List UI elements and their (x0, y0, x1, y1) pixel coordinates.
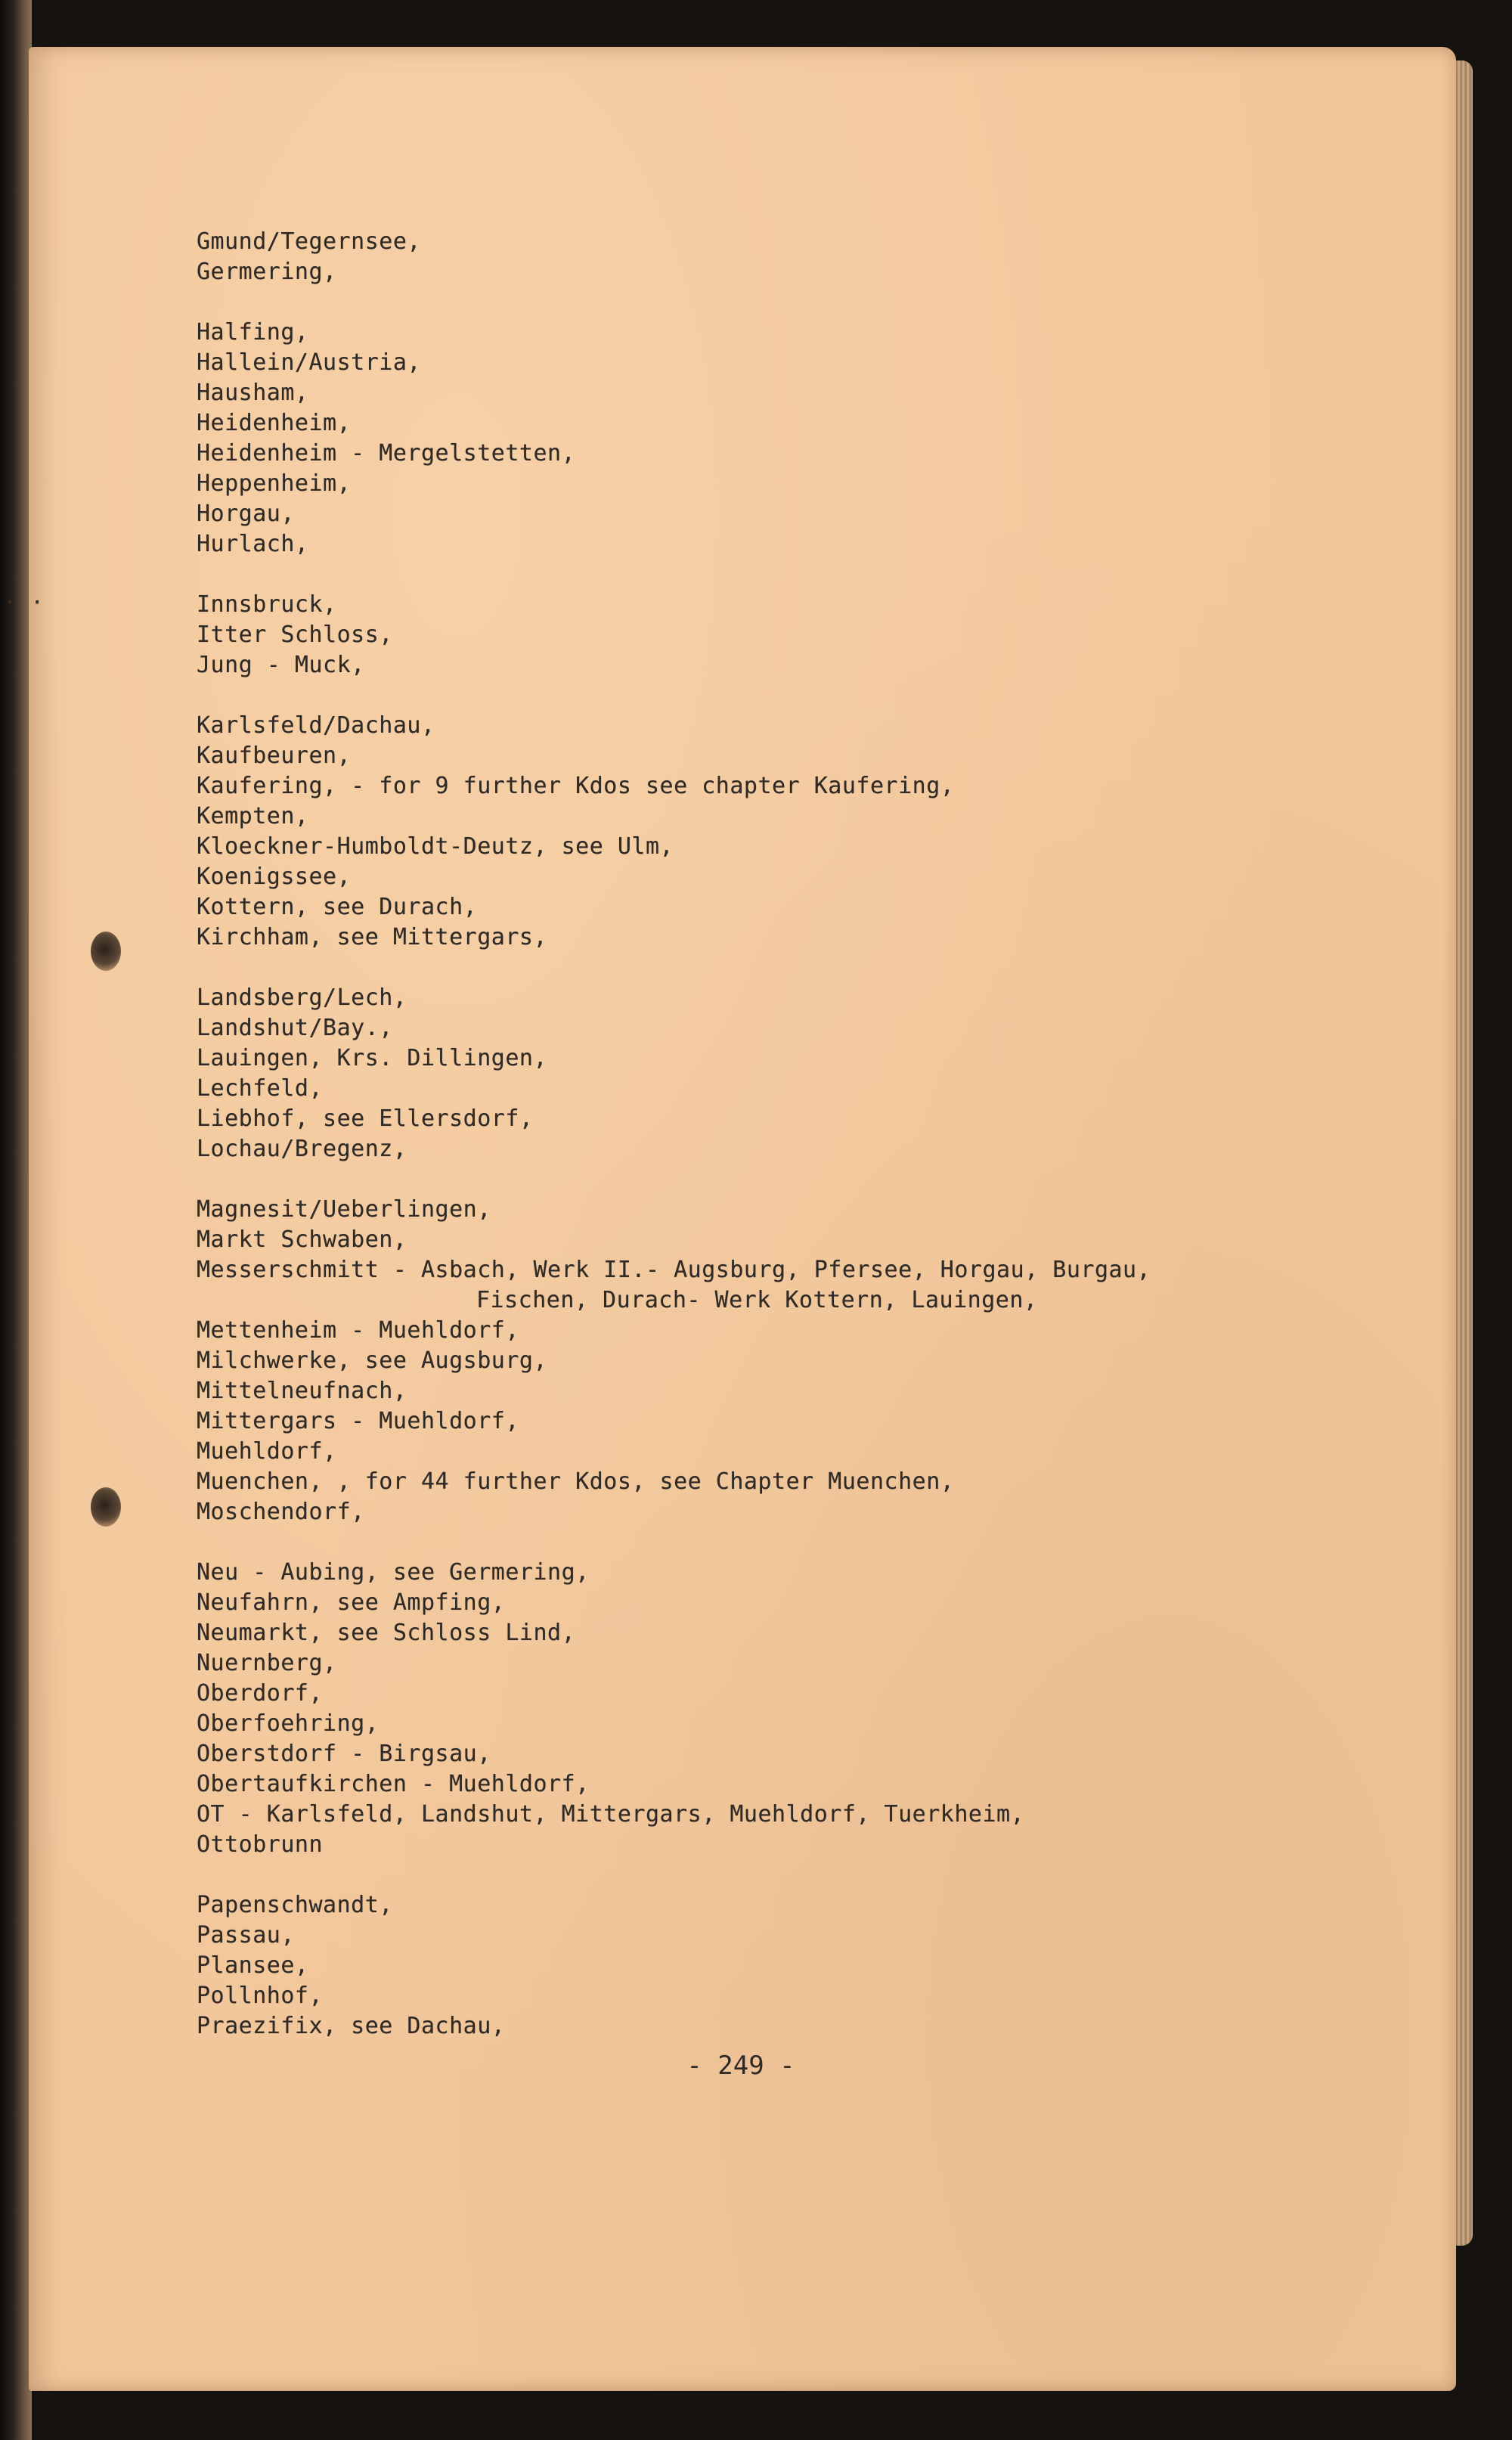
entry-group-i (197, 590, 1315, 681)
list-entry: Pollnhof, (197, 1983, 324, 2009)
entry-group-k (197, 711, 1315, 953)
list-entry: Milchwerke, see Augsburg, (197, 1347, 548, 1374)
entry-group-m (197, 1195, 1315, 1527)
list-entry: Ottobrunn (197, 1831, 324, 1858)
list-entry: Innsbruck, (197, 591, 337, 618)
list-entry: Germering, (197, 259, 337, 285)
list-entry: Hausham, (197, 380, 309, 406)
list-entry: Lauingen, Krs. Dillingen, (197, 1045, 548, 1071)
list-entry: Kloeckner-Humboldt-Deutz, see Ulm, (197, 833, 674, 860)
entry-group-h (197, 318, 1315, 560)
list-entry: Kottern, see Durach, (197, 894, 478, 920)
entry-group-p (197, 1890, 1315, 2042)
list-entry: Oberstdorf - Birgsau, (197, 1741, 491, 1767)
list-entry: Heidenheim, (197, 410, 352, 436)
list-entry: Landsberg/Lech, (197, 984, 407, 1011)
list-entry: Oberdorf, (197, 1680, 324, 1707)
list-entry: Neufahrn, see Ampfing, (197, 1589, 506, 1616)
list-entry: Muenchen, , for 44 further Kdos, see Chapter Muenchen, (197, 1468, 955, 1495)
list-entry: Heidenheim - Mergelstetten, (197, 440, 576, 467)
list-entry: Heppenheim, (197, 470, 352, 497)
list-entry: Jung - Muck, (197, 652, 365, 678)
entry-group-g (197, 227, 1315, 287)
typed-list (197, 227, 1315, 2072)
list-entry: Halfing, (197, 319, 309, 346)
list-entry: Nuernberg, (197, 1650, 337, 1676)
punch-hole (91, 1487, 121, 1527)
list-entry: Markt Schwaben, (197, 1226, 407, 1253)
list-entry: Kempten, (197, 803, 309, 829)
list-entry: Karlsfeld/Dachau, (197, 712, 435, 739)
list-entry: Muehldorf, (197, 1438, 337, 1465)
list-entry: Liebhof, see Ellersdorf, (197, 1105, 534, 1132)
list-entry: Gmund/Tegernsee, (197, 228, 421, 255)
list-entry: Oberfoehring, (197, 1710, 380, 1737)
list-entry: Landshut/Bay., (197, 1015, 393, 1041)
margin-mark: · · (3, 590, 45, 616)
entry-group-l (197, 983, 1315, 1164)
list-entry: Itter Schloss, (197, 622, 393, 648)
list-entry: Plansee, (197, 1952, 309, 1979)
list-entry: Neu - Aubing, see Germering, (197, 1559, 590, 1586)
list-entry: Lochau/Bregenz, (197, 1136, 407, 1162)
list-entry: Praezifix, see Dachau, (197, 2013, 506, 2039)
list-entry: Passau, (197, 1922, 295, 1949)
list-entry: Neumarkt, see Schloss Lind, (197, 1620, 576, 1646)
entry-group-n-o (197, 1558, 1315, 1860)
list-entry: Kirchham, see Mittergars, (197, 924, 548, 950)
list-entry: Hallein/Austria, (197, 349, 421, 376)
list-entry: Lechfeld, (197, 1075, 324, 1102)
list-entry: Mittergars - Muehldorf, (197, 1408, 519, 1434)
list-entry: Kaufering, - for 9 further Kdos see chapter Kaufering, (197, 773, 955, 799)
list-entry: Mittelneufnach, (197, 1378, 407, 1404)
list-entry: Hurlach, (197, 531, 309, 557)
list-entry: Papenschwandt, (197, 1892, 393, 1918)
list-entry: Moschendorf, (197, 1499, 365, 1525)
list-entry: Magnesit/Ueberlingen, (197, 1196, 491, 1223)
book-binding (0, 0, 32, 2440)
list-entry: Obertaufkirchen - Muehldorf, (197, 1771, 590, 1797)
list-entry: Mettenheim - Muehldorf, (197, 1317, 519, 1344)
page-number: - 249 - (686, 2051, 795, 2081)
list-entry: Koenigssee, (197, 863, 352, 890)
punch-hole (91, 932, 121, 971)
list-entry: Horgau, (197, 501, 295, 527)
list-entry: Messerschmitt - Asbach, Werk II.- Augsburg, Pfersee, Horgau, Burgau, (197, 1257, 1151, 1283)
list-entry: OT - Karlsfeld, Landshut, Mittergars, Muehldorf, Tuerkheim, (197, 1801, 1025, 1828)
list-entry: Kaufbeuren, (197, 743, 352, 769)
list-entry-continuation: Fischen, Durach- Werk Kottern, Lauingen, (476, 1287, 1038, 1313)
